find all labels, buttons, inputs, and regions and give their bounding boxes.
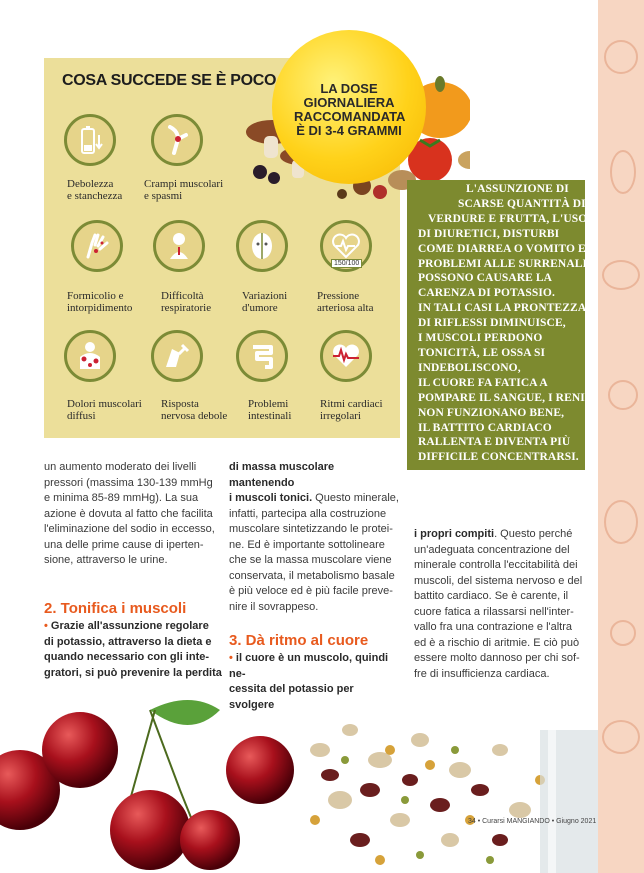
label-breathing-2: respiratorie bbox=[161, 302, 212, 314]
label-muscle-pain-2: diffusi bbox=[67, 410, 96, 422]
body-line: e minima 85-89 mmHg). La sua bbox=[44, 492, 199, 504]
bold-line: gratori, si può prevenire la perdita bbox=[44, 666, 222, 679]
sidebar-line: L'ASSUNZIONE DI bbox=[466, 183, 569, 195]
page-footer: 34 • Curarsi MANGIANDO • Giugno 2021 bbox=[468, 818, 597, 825]
sidebar-line: TONICITÀ, LE OSSA SI bbox=[418, 346, 546, 359]
body-line: fre di insufficienza cardiaca. bbox=[414, 667, 550, 680]
label-cramps-1: Crampi muscolari bbox=[144, 178, 224, 190]
leg-cramp-icon bbox=[151, 114, 203, 166]
deficiency-sidebar-text bbox=[418, 182, 588, 465]
label-pressure-2: arteriosa alta bbox=[317, 302, 374, 314]
sidebar-line: POMPARE IL SANGUE, I RENI bbox=[418, 391, 585, 404]
label-intestinal-2: intestinali bbox=[248, 410, 292, 422]
sidebar-line: RALLENTA E DIVENTA PIÙ bbox=[418, 436, 571, 449]
label-muscle-pain-1: Dolori muscolari bbox=[67, 398, 142, 410]
sidebar-line: PROBLEMI ALLE SURRENALI bbox=[418, 257, 588, 270]
label-breathing-1: Difficoltà bbox=[161, 290, 204, 302]
body-line: battito cardiaco. Se è carente, il bbox=[414, 590, 569, 602]
label-mood-2: d'umore bbox=[242, 302, 278, 314]
section-heading-muscles: 2. Tonifica i muscoli bbox=[44, 600, 187, 617]
body-line: minerale controlla l'eccitabilità dei bbox=[414, 559, 578, 571]
body-line: muscolare sintetizzando le protei- bbox=[229, 523, 393, 535]
muscles-intro: • Grazie all'assunzione regolare di potassio, attraverso la dieta e quando necessario con gli inte- gratori, si può prevenire la perdita bbox=[44, 619, 224, 681]
bold-line: Grazie all'assunzione regolare bbox=[50, 620, 209, 632]
sidebar-line: COME DIARREA O VOMITO E bbox=[418, 242, 586, 255]
intestine-icon bbox=[236, 330, 288, 382]
dose-line-2: GIORNALIERA bbox=[303, 95, 395, 110]
body-line: è più veloce ed è più facile preve- bbox=[229, 585, 393, 597]
label-heart-1: Ritmi cardiaci bbox=[320, 398, 383, 410]
body-line: Questo minerale, bbox=[312, 492, 399, 504]
bold-line: i muscoli tonici. bbox=[229, 492, 313, 504]
bold-line: di massa muscolare mantenendo bbox=[229, 461, 335, 489]
panel-title: COSA SUCCEDE SE È POCO bbox=[62, 72, 277, 89]
sidebar-line: DI RIFLESSI DIMINUISCE, bbox=[418, 317, 566, 330]
sidebar-line: NON FUNZIONANO BENE, bbox=[418, 406, 565, 419]
sidebar-line: VERDURE E FRUTTA, L'USO bbox=[428, 212, 588, 225]
cherries-legumes-photo bbox=[0, 690, 644, 873]
sidebar-line: CARENZA DI POTASSIO. bbox=[418, 287, 555, 300]
dose-line-4: È DI 3-4 GRAMMI bbox=[296, 123, 402, 138]
body-line: una delle prime cause di iperten- bbox=[44, 538, 204, 551]
body-line: un'adeguata concentrazione del bbox=[414, 543, 570, 556]
section-heading-heart: 3. Dà ritmo al cuore bbox=[229, 632, 369, 649]
body-line: che se la massa muscolare viene bbox=[229, 554, 392, 566]
label-intestinal-1: Problemi bbox=[248, 398, 289, 410]
label-heart-2: irregolari bbox=[320, 410, 361, 422]
body-line: un aumento moderato dei livelli bbox=[44, 461, 197, 473]
body-line: muscoli, del sistema nervoso e del bbox=[414, 574, 583, 587]
heart-intro: • il cuore è un muscolo, quindi ne- cessita del potassio per svolgere bbox=[229, 651, 401, 713]
sidebar-line: DI DIURETICI, DISTURBI bbox=[418, 227, 560, 240]
label-tingling-2: intorpidimento bbox=[67, 302, 133, 314]
body-line: vallo fra una contrazione e l'altra bbox=[414, 621, 573, 633]
label-cramps-2: e spasmi bbox=[144, 190, 183, 202]
body-line: nire il sovrappeso. bbox=[229, 600, 319, 613]
reflex-hammer-icon bbox=[151, 330, 203, 382]
sidebar-line: INDEBOLISCONO, bbox=[418, 361, 521, 374]
irregular-heartbeat-icon bbox=[320, 330, 372, 382]
battery-low-icon bbox=[64, 114, 116, 166]
sidebar-line: POSSONO CAUSARE LA bbox=[418, 272, 553, 285]
bold-line: i propri compiti bbox=[414, 528, 495, 540]
sidebar-line: I MUSCOLI PERDONO bbox=[418, 332, 543, 345]
label-pressure-1: Pressione bbox=[317, 290, 360, 302]
sidebar-line: IL BATTITO CARDIACO bbox=[418, 421, 552, 434]
body-column-3 bbox=[414, 527, 586, 682]
body-line: essere molto dannoso per chi sof- bbox=[414, 652, 580, 664]
body-line: azione è dovuta al fatto che facilita bbox=[44, 507, 213, 520]
label-reflex-1: Risposta bbox=[161, 398, 199, 410]
body-line: pressori (massima 130-139 mmHg bbox=[44, 476, 213, 489]
label-mood-1: Variazioni bbox=[242, 290, 288, 302]
daily-dose-circle bbox=[272, 30, 426, 184]
label-reflex-2: nervosa debole bbox=[161, 410, 228, 422]
hand-tingling-icon bbox=[71, 220, 123, 272]
body-line: l'eliminazione del sodio in eccesso, bbox=[44, 523, 215, 535]
sidebar-line: SCARSE QUANTITÀ DI bbox=[458, 197, 586, 210]
dose-line-1: LA DOSE bbox=[320, 81, 378, 96]
breathing-difficulty-icon bbox=[153, 220, 205, 272]
body-line: . Questo perché bbox=[494, 528, 573, 540]
mood-face-icon bbox=[236, 220, 288, 272]
bold-line: di potassio, attraverso la dieta e bbox=[44, 635, 212, 648]
body-line: cuore fatica a rilassarsi nell'inter- bbox=[414, 605, 574, 618]
bold-line: cessita del potassio per svolgere bbox=[229, 683, 354, 711]
body-column-1 bbox=[44, 460, 216, 569]
label-weakness-2: e stanchezza bbox=[67, 190, 123, 202]
label-tingling-1: Formicolio e bbox=[67, 290, 124, 302]
sidebar-line: DIFFICILE CONCENTRARSI. bbox=[418, 451, 579, 464]
body-line: conservata, il metabolismo basale bbox=[229, 569, 395, 582]
bold-line: il cuore è un muscolo, quindi ne- bbox=[229, 652, 389, 680]
sidebar-line: IN TALI CASI LA PRONTEZZA bbox=[418, 302, 587, 315]
label-weakness-1: Debolezza bbox=[67, 178, 114, 190]
body-line: infatti, partecipa alla costruzione bbox=[229, 507, 387, 520]
body-column-2 bbox=[229, 460, 401, 615]
body-line: sione, attraverso le urine. bbox=[44, 554, 168, 566]
bold-line: quando necessario con gli inte- bbox=[44, 651, 210, 663]
sidebar-line: IL CUORE FA FATICA A bbox=[418, 376, 548, 389]
bp-reading: 150/100 bbox=[331, 259, 362, 268]
body-line: ne. Ed è importante sottolineare bbox=[229, 538, 385, 551]
muscle-pain-icon bbox=[64, 330, 116, 382]
body-line: ed è a rischio di aritmie. E ciò può bbox=[414, 636, 580, 649]
dose-line-3: RACCOMANDATA bbox=[294, 109, 406, 124]
